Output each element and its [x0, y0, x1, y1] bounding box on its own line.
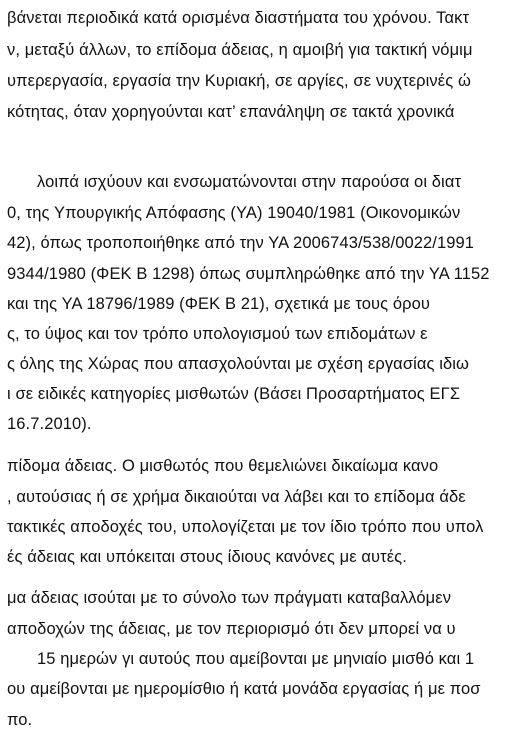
text-line: ι σε ειδικές κατηγορίες μισθωτών (Βάσει Προσαρτήματος ΕΓΣ [7, 385, 461, 403]
text-line: ου αμείβονται με ημερομίσθιο ή κατά μονάδα εργασίας ή με ποσ [7, 680, 481, 698]
text-line: μα άδειας ισούται με το σύνολο των πράγματι καταβαλλόμεν [7, 589, 452, 607]
text-line: , αυτούσιας ή σε χρήμα δικαιούται να λάβει και το επίδομα άδε [7, 488, 466, 506]
text-line: 16.7.2010). [7, 415, 92, 433]
text-line: πίδομα άδειας. Ο μισθωτός που θεμελιώνει δικαίωμα κανο [7, 457, 439, 475]
text-line: 9344/1980 (ΦΕΚ Β 1298) όπως συμπληρώθηκε από την ΥΑ 1152 [7, 265, 490, 283]
text-line: βάνεται περιοδικά κατά ορισμένα διαστήματα του χρόνου. Τακτ [7, 9, 470, 27]
text-line: λοιπά ισχύουν και ενσωματώνονται στην παρούσα οι διατ [37, 173, 462, 191]
text-line: τακτικές αποδοχές του, υπολογίζεται με τον ίδιο τρόπο που υπολ [7, 518, 484, 536]
text-line: ές άδειας και υπόκειται στους ίδιους κανόνες με αυτές. [7, 548, 407, 566]
text-line: και της ΥΑ 18796/1989 (ΦΕΚ Β 21), σχετικά με τους όρου [7, 295, 431, 313]
text-line: 0, της Υπουργικής Απόφασης (ΥΑ) 19040/1981 (Οικονομικών [7, 204, 461, 222]
text-line: ς, το ύψος και τον τρόπο υπολογισμού των επιδομάτων ε [7, 325, 428, 343]
text-line: κότητας, όταν χορηγούνται κατ’ επανάληψη σε τακτά χρονικά [7, 103, 455, 121]
text-line: 15 ημερών γι αυτούς που αμείβονται με μηνιαίο μισθό και 1 [37, 650, 475, 668]
text-line: ν, μεταξύ άλλων, το επίδομα άδειας, η αμοιβή για τακτική νόμιμ [7, 41, 473, 59]
text-line: ς όλης της Χώρας που απασχολούνται με σχέση εργασίας ιδιω [7, 355, 470, 373]
text-line: υπερεργασία, εργασία την Κυριακή, σε αργίες, σε νυχτερινές ώ [7, 72, 471, 90]
text-line: αποδοχών της άδειας, με τον περιορισμό ότι δεν μπορεί να υ [7, 620, 456, 638]
text-line: 42), όπως τροποποιήθηκε από την ΥΑ 2006743/538/0022/1991 [7, 234, 475, 252]
text-line: πο. [7, 711, 33, 729]
